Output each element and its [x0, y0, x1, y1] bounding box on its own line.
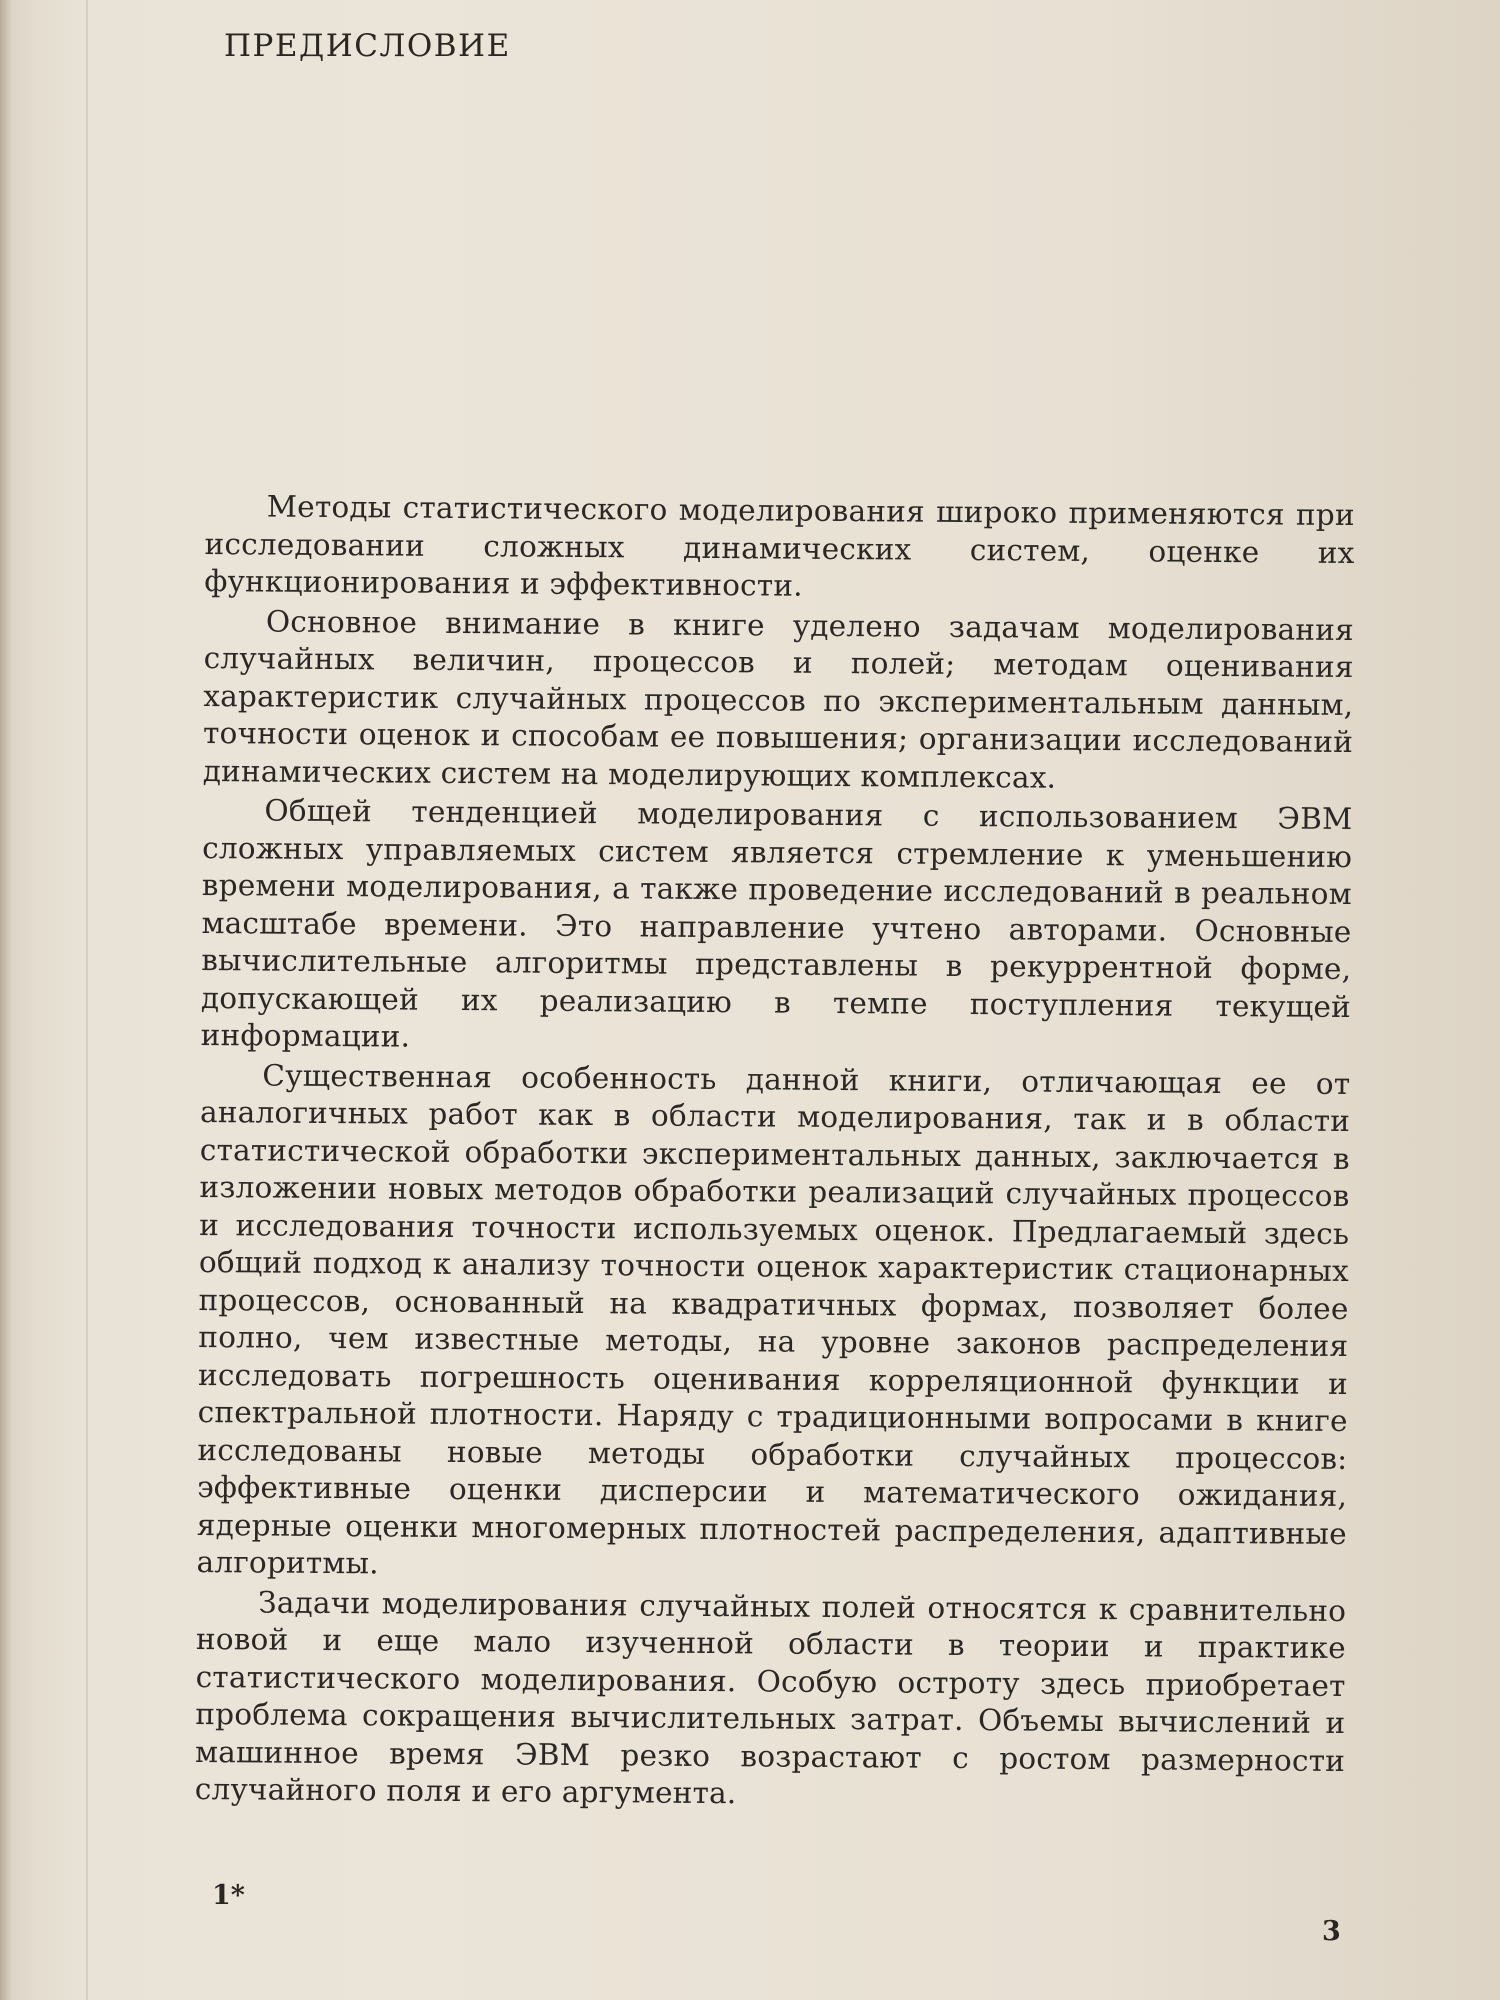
page-number: 3 [1322, 1916, 1341, 1947]
page-heading: ПРЕДИСЛОВИЕ [224, 28, 511, 64]
paragraph-3: Общей тенденцией моделирования с использованием ЭВМ сложных управляемых систем является стремление к уменьшению времени моделирования, а также проведение исследований в реальном масштабе времени. Это направление учтено авторами. Основные вычислительные алгоритмы представлены в рекуррентной форме, допускающей их реализацию в темпе поступления текущей информации. [200, 793, 1353, 1054]
paragraph-2: Основное внимание в книге уделено задачам моделирования случайных величин, процессов и полей; методам оценивания характеристик случайных процессов по экспериментальным данным, точности оценок и способам ее повышения; организации исследований динамических систем на моделирующих комплексах. [202, 603, 1355, 795]
paragraph-4: Существенная особенность данной книги, отличающая ее от аналогичных работ как в области моделирования, так и в области статистической обработки экспериментальных данных, заключается в изложении новых методов обработки реализаций случайных процессов и исследования точности используемых оценок. Предлагаемый здесь общий подход к анализу точности оценок характеристик стационарных процессов, основанный на квадратичных формах, позволяет более полно, чем известные методы, на уровне законов распределения исследовать погрешность оценивания корреляционной функции и спектральной плотности. Наряду с традиционными вопросами в книге исследованы новые методы обработки случайных процессов: эффективные оценки дисперсии и математического ожидания, ядерные оценки многомерных плотностей распределения, адаптивные алгоритмы. [196, 1057, 1351, 1581]
preface-body [195, 488, 1355, 1819]
signature-mark: 1* [212, 1880, 245, 1911]
page-fold-line [86, 0, 88, 2000]
paragraph-5: Задачи моделирования случайных полей относятся к сравнительно новой и еще мало изученной области в теории и практике статистического моделирования. Особую остроту здесь приобретает проблема сокращения вычислительных затрат. Объемы вычислений и машинное время ЭВМ резко возрастают с ростом размерности случайного поля и его аргумента. [194, 1584, 1347, 1811]
gutter-shadow [0, 0, 12, 2000]
paragraph-1: Методы статистического моделирования широко применяются при исследовании сложных динамических систем, оценке их функционирования и эффективности. [204, 489, 1355, 603]
